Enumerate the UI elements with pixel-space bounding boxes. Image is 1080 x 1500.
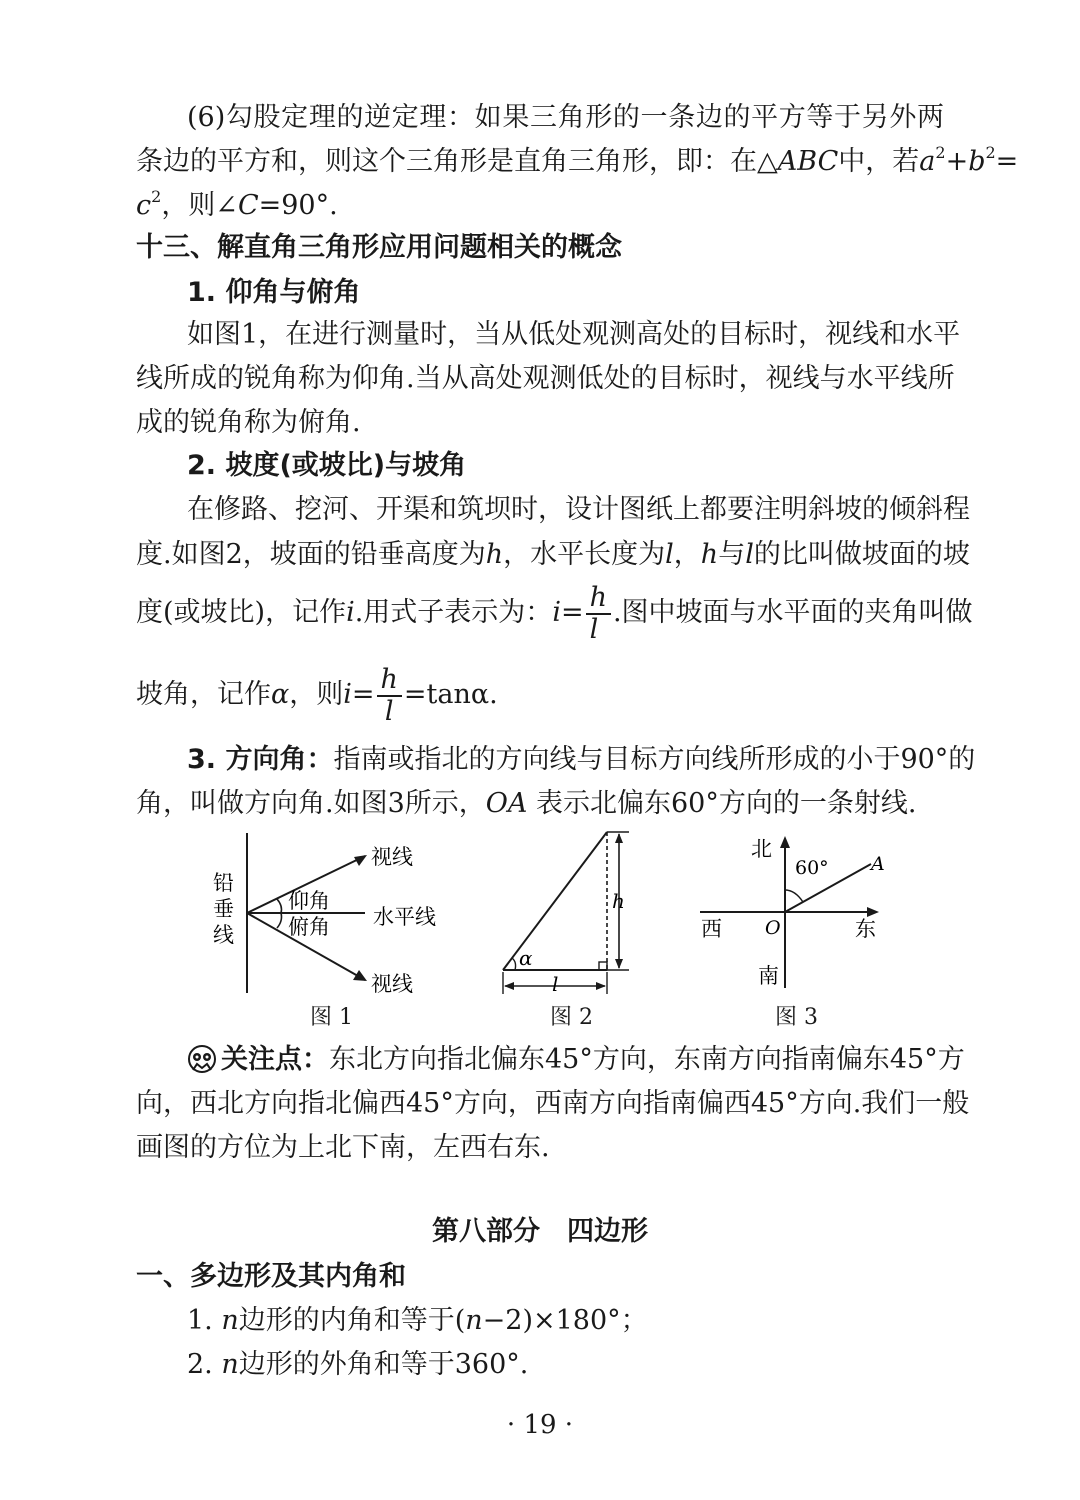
vertical-label-char: 垂: [213, 897, 234, 921]
var-i: i: [346, 597, 355, 628]
text: .图中坡面与水平面的夹角叫做: [612, 597, 973, 628]
var-l: l: [745, 539, 754, 570]
text: ，水平长度为: [503, 539, 666, 570]
para2-line-2: [136, 535, 970, 575]
text: 边形的内角和等于(: [238, 1305, 466, 1336]
note-line-1: [136, 1040, 965, 1080]
arrow-head-icon: [780, 836, 790, 848]
text: 中，若: [838, 146, 920, 177]
var-b: b: [968, 146, 986, 177]
arrow-head-icon: [615, 959, 623, 969]
pythag-line-2: [136, 142, 1019, 182]
alpha-arc: [512, 958, 516, 970]
south-label: 南: [758, 964, 779, 988]
text: 度(或坡比)，记作: [136, 597, 347, 628]
sight-down-label: 视线: [371, 972, 413, 996]
l-label: l: [552, 972, 559, 996]
east-label: 东: [855, 917, 876, 941]
arrow-head-icon: [615, 833, 623, 843]
part8-item-2: [187, 1345, 528, 1385]
arrow-head-icon: [867, 907, 879, 917]
var-c: c: [136, 190, 152, 221]
arrow-head-icon: [504, 982, 514, 990]
var-alpha: α: [271, 679, 290, 710]
arrow-head-icon: [596, 982, 606, 990]
exponent: 2: [985, 143, 996, 162]
text: 与: [718, 539, 746, 570]
text: +: [945, 146, 969, 177]
figure-1: [205, 828, 465, 1003]
text: 指南或指北的方向线与目标方向线所形成的小于90°的: [333, 744, 976, 775]
figure-2-caption: 图 2: [550, 1005, 593, 1030]
pythag-line-3: [136, 186, 338, 226]
para2-line-4: [136, 660, 498, 730]
text: 1.: [187, 1305, 222, 1336]
vertical-label-char: 线: [213, 923, 234, 947]
alpha-label: α: [519, 946, 533, 970]
var-a: a: [919, 146, 936, 177]
para1-line-3: 成的锐角称为俯角.: [136, 407, 361, 438]
part8-item-1: [187, 1301, 648, 1341]
horizontal-label: 水平线: [373, 905, 436, 929]
var-i: i: [343, 679, 352, 710]
note-label: 关注点：: [221, 1044, 329, 1075]
denominator: l: [384, 695, 394, 727]
pythag-line-1: [136, 98, 944, 138]
text: 在修路、挖河、开渠和筑坝时，设计图纸上都要注明斜坡的倾斜程: [187, 494, 970, 525]
right-angle-mark: [599, 962, 607, 970]
depression-arc: [277, 913, 282, 928]
var-h: h: [700, 539, 719, 570]
angle-var: C: [237, 190, 259, 221]
ray-oa: OA: [485, 788, 528, 819]
var-l: l: [665, 539, 674, 570]
page-number: · 19 ·: [506, 1410, 574, 1440]
para2-line-3: [136, 578, 973, 648]
part-title: 第八部分 四边形: [432, 1216, 648, 1247]
subheading-3: 3. 方向角：: [187, 744, 334, 775]
west-label: 西: [701, 917, 722, 941]
section-heading: 十三、解直角三角形应用问题相关的概念: [136, 232, 622, 263]
exponent: 2: [151, 187, 162, 206]
vertical-label-char: 铅: [213, 871, 234, 895]
figure-3: [695, 828, 895, 998]
text: 2.: [187, 1349, 222, 1380]
note-line-2: 向，西北方向指北偏西45°方向，西南方向指南偏西45°方向.我们一般: [136, 1088, 970, 1119]
text: 坡角，记作: [136, 679, 271, 710]
text: ，: [673, 539, 701, 570]
para1-line-2: 线所成的锐角称为仰角.当从高处观测低处的目标时，视线与水平线所: [136, 363, 955, 394]
figure-2: [495, 828, 650, 1000]
angle-arc: [785, 890, 803, 902]
subheading-2: 2. 坡度(或坡比)与坡角: [187, 450, 467, 481]
text: ，则: [289, 679, 344, 710]
text: ，则∠: [161, 190, 238, 221]
text: −2)×180°；: [482, 1305, 648, 1336]
elevation-arc: [277, 899, 282, 913]
sight-up-label: 视线: [371, 845, 413, 869]
para1-line-1: [136, 315, 961, 355]
var-n: n: [465, 1305, 483, 1336]
denominator: l: [589, 613, 599, 645]
var-n: n: [221, 1305, 239, 1336]
text: =tanα.: [403, 679, 498, 710]
var-i: i: [552, 597, 561, 628]
para3-line-1: [136, 740, 976, 780]
text: 如图1，在进行测量时，当从低处观测高处的目标时，视线和水平: [187, 319, 961, 350]
note-line-3: 画图的方位为上北下南，左西右东.: [136, 1132, 550, 1163]
text: =: [995, 146, 1019, 177]
text: 东北方向指北偏东45°方向，东南方向指南偏东45°方: [329, 1044, 965, 1075]
origin-label: O: [765, 917, 781, 939]
text: 度.如图2，坡面的铅垂高度为: [136, 539, 486, 570]
elevation-label: 仰角: [288, 889, 330, 913]
text: 边形的外角和等于360°.: [238, 1349, 529, 1380]
text: .用式子表示为：: [354, 597, 553, 628]
triangle-name: ABC: [777, 146, 839, 177]
depression-label: 俯角: [288, 915, 330, 939]
para2-line-1: [136, 490, 970, 530]
figure-1-caption: 图 1: [310, 1005, 353, 1030]
point-a-label: A: [871, 853, 885, 875]
part8-heading: 一、多边形及其内角和: [136, 1261, 406, 1292]
north-label: 北: [751, 837, 772, 861]
numerator: h: [377, 665, 402, 697]
owl-icon: [187, 1044, 217, 1074]
h-label: h: [612, 889, 625, 913]
var-h: h: [485, 539, 504, 570]
exponent: 2: [935, 143, 946, 162]
numerator: h: [586, 583, 611, 615]
text: 条边的平方和，则这个三角形是直角三角形，即：在△: [136, 146, 778, 177]
angle-label: 60°: [795, 857, 829, 879]
text: =90°.: [258, 190, 338, 221]
text: 表示北偏东60°方向的一条射线.: [527, 788, 917, 819]
text: =: [351, 679, 375, 710]
text: 的比叫做坡面的坡: [753, 539, 970, 570]
var-n: n: [221, 1349, 239, 1380]
fraction-h-over-l: [377, 665, 402, 727]
subheading-1: 1. 仰角与俯角: [187, 277, 361, 308]
fraction-h-over-l: [586, 583, 611, 645]
arrow-head-icon: [354, 855, 367, 866]
text: =: [560, 597, 584, 628]
text: 角，叫做方向角.如图3所示，: [136, 788, 486, 819]
para3-line-2: [136, 784, 916, 824]
text: (6)勾股定理的逆定理：如果三角形的一条边的平方等于另外两: [187, 102, 944, 133]
figure-3-caption: 图 3: [775, 1005, 818, 1030]
